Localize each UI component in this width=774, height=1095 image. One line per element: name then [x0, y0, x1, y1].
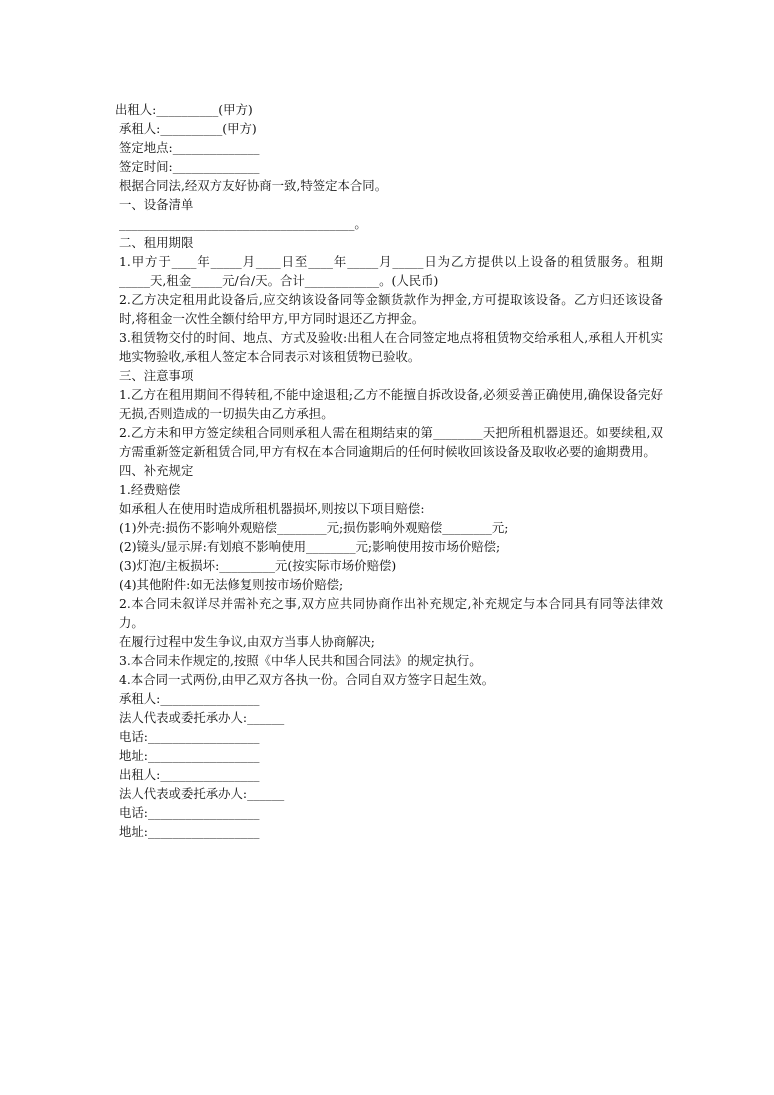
- contract-line: 根据合同法,经双方友好协商一致,特签定本合同。: [119, 178, 388, 193]
- contract-line: (2)镜头/显示屏:有划痕不影响使用________元;影响使用按市场价赔偿;: [119, 539, 501, 554]
- contract-line: 三、注意事项: [119, 368, 194, 383]
- contract-line: 1.乙方在租用期间不得转租,不能中途退租;乙方不能擅自拆改设备,必须妥善正确使用,确保设备完好无损,否则造成的一切损失由乙方承担。: [119, 387, 663, 421]
- contract-line: 地址:__________________: [119, 824, 260, 839]
- contract-line: 地址:__________________: [119, 748, 260, 763]
- contract-line: 一、设备清单: [119, 197, 194, 212]
- contract-body: [115, 100, 663, 841]
- contract-line: (3)灯泡/主板损坏:_________元(按实际市场价赔偿): [119, 558, 397, 573]
- contract-line: 四、补充规定: [119, 463, 194, 478]
- contract-line: 4.本合同一式两份,由甲乙双方各执一份。合同自双方签字日起生效。: [119, 672, 495, 687]
- contract-line: 签定时间:______________: [119, 159, 260, 174]
- contract-line: 出租人:__________(甲方): [115, 102, 253, 117]
- contract-line: 1.经费赔偿: [119, 482, 181, 497]
- contract-line: 法人代表或委托承办人:______: [119, 710, 285, 725]
- contract-line: 1.甲方于____年_____月____日至____年_____月_____日为乙方提供以上设备的租赁服务。租期_____天,租金_____元/台/天。合计____________。(人民币): [119, 254, 663, 288]
- contract-line: 在履行过程中发生争议,由双方当事人协商解决;: [119, 634, 375, 649]
- contract-line: (1)外壳:损伤不影响外观赔偿________元;损伤影响外观赔偿________元;: [119, 520, 509, 535]
- contract-line: (4)其他附件:如无法修复则按市场价赔偿;: [119, 577, 344, 592]
- contract-line: 如承租人在使用时造成所租机器损坏,则按以下项目赔偿:: [119, 501, 425, 516]
- contract-line: 电话:__________________: [119, 805, 260, 820]
- contract-line: 法人代表或委托承办人:______: [119, 786, 285, 801]
- contract-page: [115, 100, 663, 841]
- contract-line: 2.乙方未和甲方签定续租合同则承租人需在租期结束的第________天把所租机器退还。如要续租,双方需重新签定新租赁合同,甲方有权在本合同逾期后的任何时候收回该设备及取收必要的逾期费用。: [119, 425, 663, 459]
- contract-line: ______________________________________。: [119, 216, 367, 231]
- contract-line: 2.本合同未叙详尽并需补充之事,双方应共同协商作出补充规定,补充规定与本合同具有同等法律效力。: [119, 596, 663, 630]
- contract-line: 承租人:________________: [119, 691, 260, 706]
- contract-line: 签定地点:______________: [119, 140, 260, 155]
- contract-line: 3.租赁物交付的时间、地点、方式及验收:出租人在合同签定地点将租赁物交给承租人,承租人开机实地实物验收,承租人签定本合同表示对该租赁物已验收。: [119, 330, 663, 364]
- contract-line: 承租人:__________(甲方): [119, 121, 257, 136]
- contract-line: 2.乙方决定租用此设备后,应交纳该设备同等金额货款作为押金,方可提取该设备。乙方归还该设备时,将租金一次性全额付给甲方,甲方同时退还乙方押金。: [119, 292, 663, 326]
- contract-line: 二、租用期限: [119, 235, 194, 250]
- contract-line: 3.本合同未作规定的,按照《中华人民共和国合同法》的规定执行。: [119, 653, 482, 668]
- contract-line: 出租人:________________: [119, 767, 260, 782]
- contract-line: 电话:__________________: [119, 729, 260, 744]
